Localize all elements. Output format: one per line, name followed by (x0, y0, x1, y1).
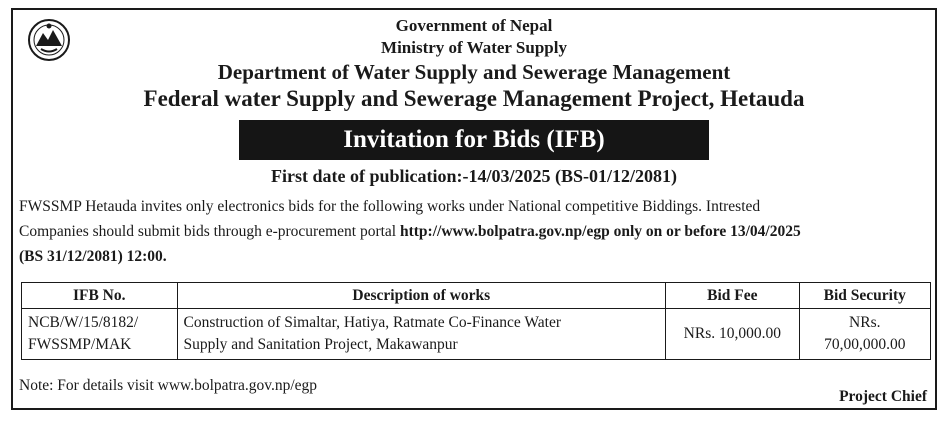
bids-table (21, 282, 931, 360)
project-title: Federal water Supply and Sewerage Management Project, Hetauda (143, 86, 805, 111)
intro-line-2-text: Companies should submit bids through e-procurement portal (19, 223, 400, 240)
deadline-text: (BS 31/12/2081) 12:00. (19, 248, 167, 265)
ifb-no-line-1: NCB/W/15/8182/ (28, 314, 139, 331)
header-description: Description of works (177, 283, 666, 309)
intro-line-1: FWSSMP Hetauda invites only electronics bids for the following works under National competitive Biddings. Intrested (19, 198, 761, 215)
portal-link[interactable]: http://www.bolpatra.gov.np/egp only on or before 13/04/2025 (399, 223, 801, 240)
cell-description (177, 309, 666, 360)
department-title: Department of Water Supply and Sewerage Management (217, 60, 731, 84)
table-header-row (22, 283, 931, 309)
intro-line-2 (19, 219, 933, 244)
bid-notice (11, 8, 937, 410)
footer-note: Note: For details visit www.bolpatra.gov.np/egp (19, 377, 318, 394)
header-bid-fee: Bid Fee (666, 283, 799, 309)
description-line-1: Construction of Simaltar, Hatiya, Ratmate Co-Finance Water (183, 314, 562, 331)
ifb-no-line-2: FWSSMP/MAK (28, 336, 132, 353)
ministry-title: Ministry of Water Supply (381, 38, 567, 57)
header-ifb-no: IFB No. (22, 283, 178, 309)
cell-bid-fee: NRs. 10,000.00 (666, 309, 799, 360)
bid-security-line-2: 70,00,000.00 (824, 336, 906, 353)
table-row (22, 309, 931, 360)
publication-date: First date of publication:-14/03/2025 (BS-01/12/2081) (271, 166, 677, 186)
signatory: Project Chief (839, 388, 927, 405)
cell-bid-security (799, 309, 930, 360)
bid-security-line-1: NRs. (849, 314, 881, 331)
government-title: Government of Nepal (395, 16, 553, 35)
intro-line-3 (19, 244, 933, 269)
cell-ifb-no (22, 309, 178, 360)
intro-paragraph (19, 194, 933, 269)
ifb-banner: Invitation for Bids (IFB) (239, 120, 709, 160)
header-bid-security: Bid Security (799, 283, 930, 309)
description-line-2: Supply and Sanitation Project, Makawanpur (183, 336, 458, 353)
